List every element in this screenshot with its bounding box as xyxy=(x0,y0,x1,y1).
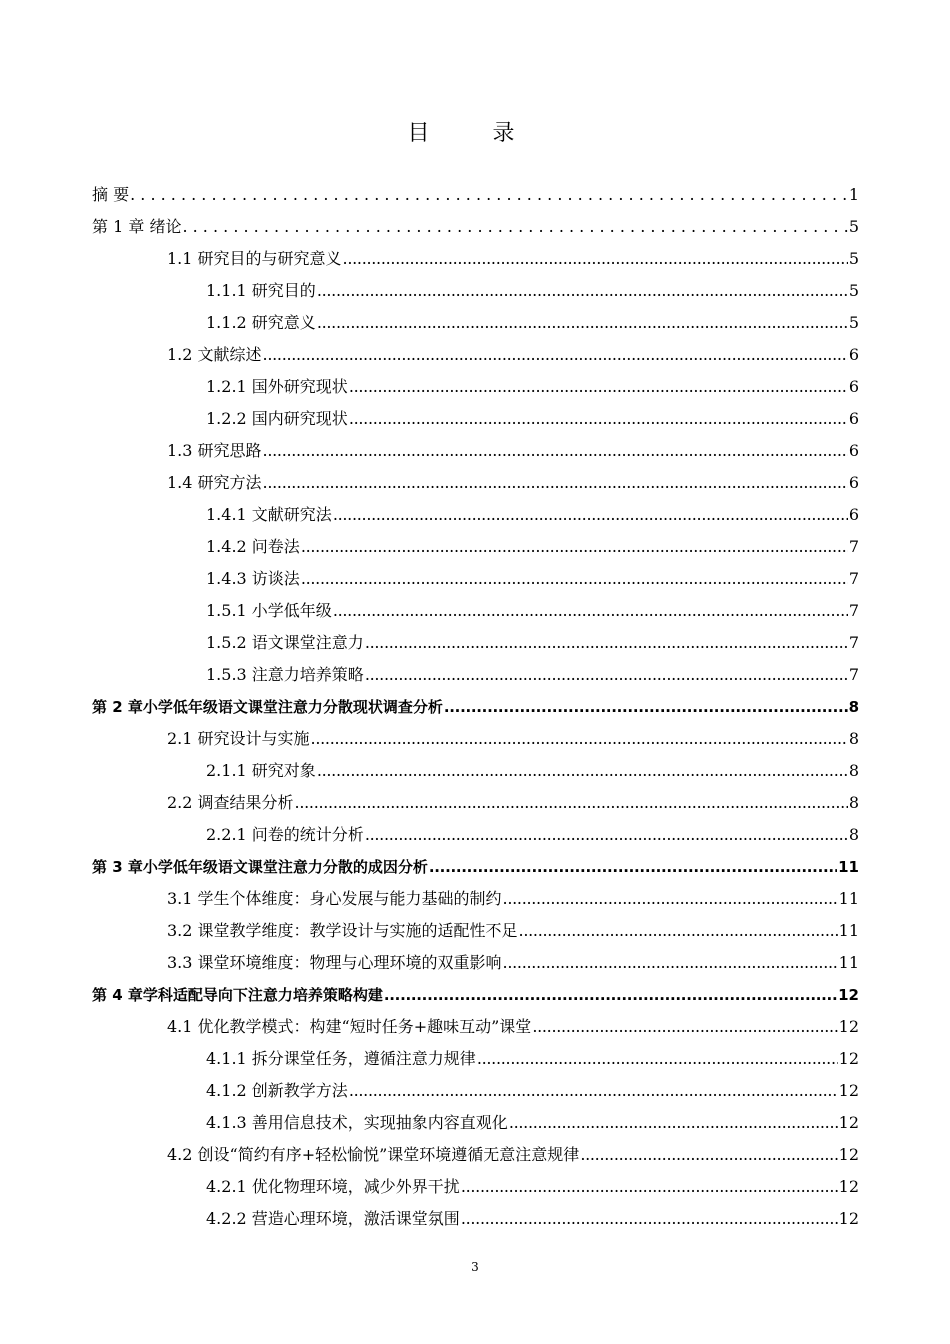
dot-leader xyxy=(519,915,838,947)
dot-leader xyxy=(130,179,848,211)
toc-entry-label: 3.2 课堂教学维度：教学设计与实施的适配性不足 xyxy=(167,921,518,940)
toc-entry-page: 6 xyxy=(848,473,859,492)
toc-entry-page: 5 xyxy=(848,313,859,332)
toc-entry[interactable] xyxy=(167,915,859,947)
dot-leader xyxy=(182,211,847,243)
toc-entry[interactable] xyxy=(92,179,859,211)
toc-entry[interactable] xyxy=(167,243,859,275)
toc-entry-label: 1.1.1 研究目的 xyxy=(206,281,316,300)
dot-leader xyxy=(311,723,848,755)
dot-leader xyxy=(384,979,837,1011)
toc-entry[interactable] xyxy=(92,851,859,883)
toc-entry-label: 3.1 学生个体维度：身心发展与能力基础的制约 xyxy=(167,889,502,908)
dot-leader xyxy=(349,403,848,435)
toc-entry[interactable] xyxy=(92,979,859,1011)
toc-entry-label: 第 2 章小学低年级语文课堂注意力分散现状调查分析 xyxy=(92,698,443,716)
toc-entry-page: 12 xyxy=(838,1209,859,1228)
page-number: 3 xyxy=(471,1260,479,1274)
toc-entry-label: 摘 要 xyxy=(92,185,130,204)
dot-leader xyxy=(365,819,848,851)
dot-leader xyxy=(333,499,848,531)
toc-entry[interactable] xyxy=(167,723,859,755)
toc-entry[interactable] xyxy=(167,467,859,499)
toc-entry-label: 4.2.2 营造心理环境，激活课堂氛围 xyxy=(206,1209,460,1228)
toc-entry[interactable] xyxy=(206,403,859,435)
toc-entry[interactable] xyxy=(206,307,859,339)
toc-entry-page: 1 xyxy=(848,185,859,204)
toc-entry-page: 6 xyxy=(848,345,859,364)
toc-entry-page: 11 xyxy=(838,921,859,940)
toc-entry[interactable] xyxy=(167,1011,859,1043)
dot-leader xyxy=(503,947,838,979)
toc-entry-label: 1.5.2 语文课堂注意力 xyxy=(206,633,364,652)
toc-entry-label: 4.1.2 创新教学方法 xyxy=(206,1081,348,1100)
toc-entry-label: 1.4.2 问卷法 xyxy=(206,537,300,556)
dot-leader xyxy=(301,531,848,563)
toc-entry-page: 7 xyxy=(848,569,859,588)
toc-entry-label: 第 4 章学科适配导向下注意力培养策略构建 xyxy=(92,986,383,1004)
toc-entry-label: 1.1.2 研究意义 xyxy=(206,313,316,332)
toc-entry[interactable] xyxy=(206,275,859,307)
toc-entry-page: 7 xyxy=(848,665,859,684)
toc-entry[interactable] xyxy=(206,659,859,691)
toc-entry-page: 12 xyxy=(838,1081,859,1100)
toc-entry-label: 1.4.3 访谈法 xyxy=(206,569,300,588)
toc-entry-page: 12 xyxy=(838,1049,859,1068)
toc-entry[interactable] xyxy=(206,627,859,659)
toc-entry[interactable] xyxy=(206,1075,859,1107)
toc-entry[interactable] xyxy=(206,371,859,403)
toc-entry-label: 4.2 创设“简约有序+轻松愉悦”课堂环境遵循无意注意规律 xyxy=(167,1145,580,1164)
toc-entry-label: 4.1.3 善用信息技术，实现抽象内容直观化 xyxy=(206,1113,508,1132)
toc-entry[interactable] xyxy=(92,691,859,723)
dot-leader xyxy=(461,1171,838,1203)
toc-entry-label: 1.4 研究方法 xyxy=(167,473,262,492)
toc-entry-page: 8 xyxy=(848,761,859,780)
toc-entry-page: 7 xyxy=(848,633,859,652)
toc-entry-label: 3.3 课堂环境维度：物理与心理环境的双重影响 xyxy=(167,953,502,972)
toc-entry-page: 8 xyxy=(848,825,859,844)
toc-entry[interactable] xyxy=(206,755,859,787)
toc-entry-label: 1.2 文献综述 xyxy=(167,345,262,364)
toc-entry-page: 8 xyxy=(848,698,859,716)
dot-leader xyxy=(444,691,848,723)
toc-entry-page: 5 xyxy=(848,217,859,236)
dot-leader xyxy=(365,627,848,659)
toc-entry[interactable] xyxy=(92,211,859,243)
dot-leader xyxy=(317,307,848,339)
dot-leader xyxy=(317,755,848,787)
toc-entry-page: 11 xyxy=(838,953,859,972)
toc-entry-page: 12 xyxy=(838,1145,859,1164)
toc-entry-page: 12 xyxy=(838,1017,859,1036)
toc-entry[interactable] xyxy=(167,787,859,819)
toc-entry-label: 4.1 优化教学模式：构建“短时任务+趣味互动”课堂 xyxy=(167,1017,532,1036)
toc-entry-label: 2.1 研究设计与实施 xyxy=(167,729,310,748)
toc-entry[interactable] xyxy=(206,1107,859,1139)
dot-leader xyxy=(429,851,837,883)
dot-leader xyxy=(263,435,848,467)
toc-entry-label: 4.2.1 优化物理环境，减少外界干扰 xyxy=(206,1177,460,1196)
toc-entry[interactable] xyxy=(206,499,859,531)
toc-entry-page: 6 xyxy=(848,441,859,460)
toc-entry-page: 5 xyxy=(848,249,859,268)
toc-entry-label: 1.4.1 文献研究法 xyxy=(206,505,332,524)
dot-leader xyxy=(365,659,848,691)
toc-entry-label: 第 1 章 绪论 xyxy=(92,217,182,236)
dot-leader xyxy=(333,595,848,627)
toc-entry[interactable] xyxy=(206,563,859,595)
toc-entry[interactable] xyxy=(167,947,859,979)
toc-entry-label: 1.5.1 小学低年级 xyxy=(206,601,332,620)
toc-entry[interactable] xyxy=(167,1139,859,1171)
toc-entry[interactable] xyxy=(206,1043,859,1075)
dot-leader xyxy=(263,339,848,371)
dot-leader xyxy=(343,243,848,275)
dot-leader xyxy=(301,563,848,595)
toc-entry-page: 6 xyxy=(848,409,859,428)
dot-leader xyxy=(263,467,848,499)
toc-entry-page: 7 xyxy=(848,601,859,620)
dot-leader xyxy=(532,1011,837,1043)
toc-entry-label: 1.1 研究目的与研究意义 xyxy=(167,249,342,268)
dot-leader xyxy=(509,1107,838,1139)
toc-entry-label: 1.3 研究思路 xyxy=(167,441,262,460)
toc-entry[interactable] xyxy=(206,595,859,627)
toc-entry[interactable] xyxy=(206,819,859,851)
toc-entry[interactable] xyxy=(167,435,859,467)
toc-entry-label: 2.1.1 研究对象 xyxy=(206,761,316,780)
dot-leader xyxy=(295,787,848,819)
toc-entry-page: 12 xyxy=(838,986,859,1004)
toc-entry-label: 1.5.3 注意力培养策略 xyxy=(206,665,364,684)
toc-entry-page: 12 xyxy=(838,1113,859,1132)
toc-entry-page: 6 xyxy=(848,377,859,396)
toc-entry-page: 12 xyxy=(838,1177,859,1196)
toc-entry-label: 1.2.2 国内研究现状 xyxy=(206,409,348,428)
toc-entry-page: 8 xyxy=(848,729,859,748)
toc-entry-label: 第 3 章小学低年级语文课堂注意力分散的成因分析 xyxy=(92,858,428,876)
toc-entry[interactable] xyxy=(206,531,859,563)
dot-leader xyxy=(503,883,838,915)
toc-entry-page: 8 xyxy=(848,793,859,812)
toc-entry[interactable] xyxy=(206,1171,859,1203)
dot-leader xyxy=(477,1043,838,1075)
toc-entry-label: 2.2 调查结果分析 xyxy=(167,793,294,812)
toc-entry[interactable] xyxy=(167,883,859,915)
toc-entry[interactable] xyxy=(206,1203,859,1235)
dot-leader xyxy=(461,1203,838,1235)
toc-title: 目 录 xyxy=(407,121,543,146)
toc-entry-page: 6 xyxy=(848,505,859,524)
dot-leader xyxy=(317,275,848,307)
dot-leader xyxy=(349,371,848,403)
toc-entry-page: 11 xyxy=(838,889,859,908)
toc-entry-label: 4.1.1 拆分课堂任务，遵循注意力规律 xyxy=(206,1049,476,1068)
toc-entry-label: 1.2.1 国外研究现状 xyxy=(206,377,348,396)
dot-leader xyxy=(349,1075,838,1107)
toc-entry[interactable] xyxy=(167,339,859,371)
toc-entry-page: 5 xyxy=(848,281,859,300)
toc-entry-page: 11 xyxy=(838,858,859,876)
toc-entry-page: 7 xyxy=(848,537,859,556)
toc-entry-label: 2.2.1 问卷的统计分析 xyxy=(206,825,364,844)
dot-leader xyxy=(580,1139,837,1171)
